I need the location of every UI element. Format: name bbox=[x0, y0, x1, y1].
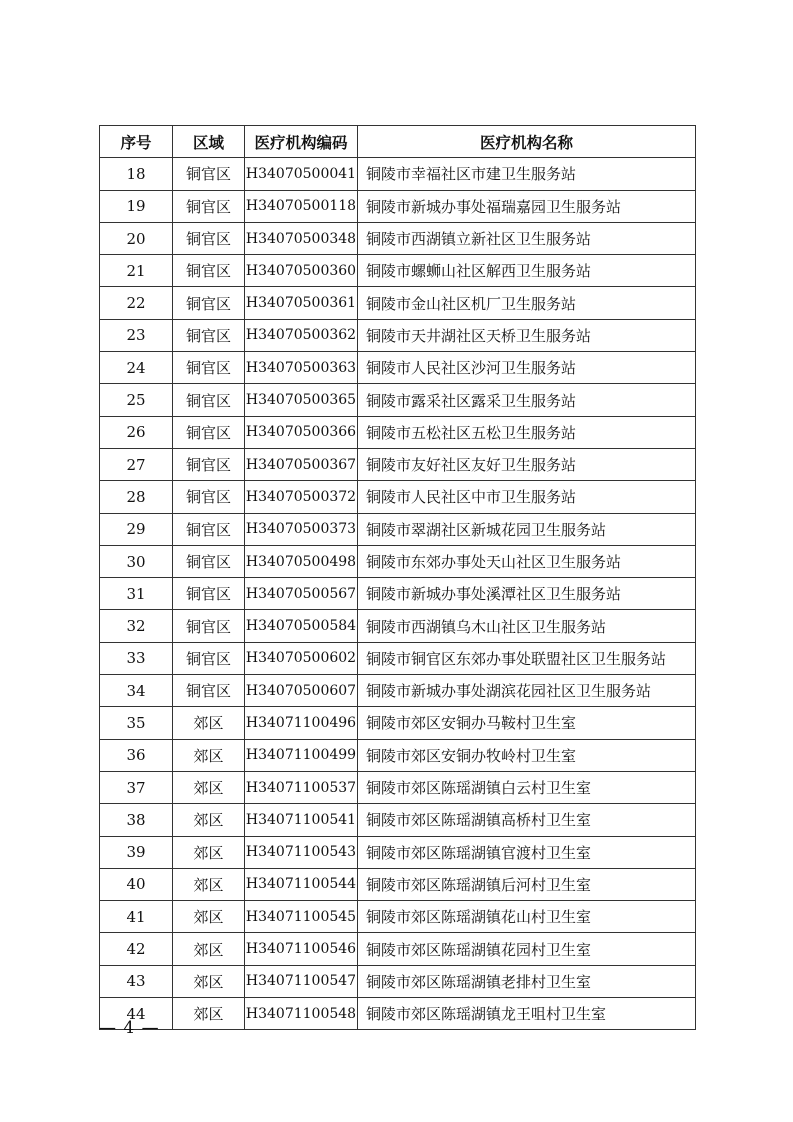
row-region: 郊区 bbox=[173, 804, 245, 836]
row-region: 郊区 bbox=[173, 965, 245, 997]
row-institution-name: 铜陵市郊区陈瑶湖镇后河村卫生室 bbox=[358, 868, 696, 900]
row-institution-code: H34070500361 bbox=[245, 287, 358, 319]
row-serial-number: 29 bbox=[100, 513, 173, 545]
row-serial-number: 28 bbox=[100, 481, 173, 513]
row-region: 铜官区 bbox=[173, 610, 245, 642]
row-serial-number: 23 bbox=[100, 319, 173, 351]
row-institution-code: H34071100537 bbox=[245, 771, 358, 803]
row-institution-name: 铜陵市露采社区露采卫生服务站 bbox=[358, 384, 696, 416]
table-header-row bbox=[100, 126, 696, 158]
table-row bbox=[100, 868, 696, 900]
table-row bbox=[100, 642, 696, 674]
row-institution-code: H34071100499 bbox=[245, 739, 358, 771]
row-institution-code: H34070500118 bbox=[245, 190, 358, 222]
table-row bbox=[100, 448, 696, 480]
row-institution-name: 铜陵市郊区陈瑶湖镇高桥村卫生室 bbox=[358, 804, 696, 836]
row-institution-name: 铜陵市人民社区沙河卫生服务站 bbox=[358, 352, 696, 384]
row-region: 铜官区 bbox=[173, 416, 245, 448]
row-region: 郊区 bbox=[173, 868, 245, 900]
row-region: 铜官区 bbox=[173, 352, 245, 384]
table-row bbox=[100, 578, 696, 610]
row-institution-code: H34070500607 bbox=[245, 675, 358, 707]
row-serial-number: 40 bbox=[100, 868, 173, 900]
row-serial-number: 33 bbox=[100, 642, 173, 674]
header-serial-number: 序号 bbox=[100, 126, 173, 158]
table-row bbox=[100, 158, 696, 190]
header-region: 区域 bbox=[173, 126, 245, 158]
table-row bbox=[100, 416, 696, 448]
row-region: 郊区 bbox=[173, 901, 245, 933]
row-serial-number: 25 bbox=[100, 384, 173, 416]
row-institution-name: 铜陵市东郊办事处天山社区卫生服务站 bbox=[358, 545, 696, 577]
header-institution-name: 医疗机构名称 bbox=[358, 126, 696, 158]
row-institution-name: 铜陵市郊区陈瑶湖镇花园村卫生室 bbox=[358, 933, 696, 965]
table-row bbox=[100, 352, 696, 384]
row-institution-code: H34070500602 bbox=[245, 642, 358, 674]
row-institution-name: 铜陵市新城办事处福瑞嘉园卫生服务站 bbox=[358, 190, 696, 222]
row-region: 郊区 bbox=[173, 836, 245, 868]
row-serial-number: 41 bbox=[100, 901, 173, 933]
row-region: 铜官区 bbox=[173, 384, 245, 416]
row-serial-number: 44 bbox=[100, 998, 173, 1030]
row-institution-name: 铜陵市友好社区友好卫生服务站 bbox=[358, 448, 696, 480]
row-serial-number: 22 bbox=[100, 287, 173, 319]
row-region: 铜官区 bbox=[173, 158, 245, 190]
row-institution-code: H34070500366 bbox=[245, 416, 358, 448]
row-serial-number: 27 bbox=[100, 448, 173, 480]
institution-table-container bbox=[99, 125, 695, 1030]
row-serial-number: 42 bbox=[100, 933, 173, 965]
table-row bbox=[100, 836, 696, 868]
row-region: 铜官区 bbox=[173, 578, 245, 610]
row-institution-name: 铜陵市郊区安铜办马鞍村卫生室 bbox=[358, 707, 696, 739]
row-institution-code: H34070500363 bbox=[245, 352, 358, 384]
row-institution-name: 铜陵市螺蛳山社区解西卫生服务站 bbox=[358, 255, 696, 287]
row-serial-number: 39 bbox=[100, 836, 173, 868]
table-row bbox=[100, 513, 696, 545]
row-region: 铜官区 bbox=[173, 642, 245, 674]
table-row bbox=[100, 739, 696, 771]
row-institution-name: 铜陵市郊区陈瑶湖镇老排村卫生室 bbox=[358, 965, 696, 997]
row-serial-number: 30 bbox=[100, 545, 173, 577]
table-row bbox=[100, 901, 696, 933]
row-institution-code: H34070500362 bbox=[245, 319, 358, 351]
row-institution-code: H34071100548 bbox=[245, 998, 358, 1030]
table-row bbox=[100, 804, 696, 836]
row-region: 郊区 bbox=[173, 771, 245, 803]
row-serial-number: 34 bbox=[100, 675, 173, 707]
row-institution-name: 铜陵市新城办事处溪潭社区卫生服务站 bbox=[358, 578, 696, 610]
row-institution-code: H34071100546 bbox=[245, 933, 358, 965]
row-institution-name: 铜陵市翠湖社区新城花园卫生服务站 bbox=[358, 513, 696, 545]
table-row bbox=[100, 319, 696, 351]
table-row bbox=[100, 965, 696, 997]
row-institution-code: H34070500348 bbox=[245, 222, 358, 254]
row-region: 铜官区 bbox=[173, 255, 245, 287]
row-serial-number: 20 bbox=[100, 222, 173, 254]
row-institution-code: H34070500498 bbox=[245, 545, 358, 577]
row-region: 铜官区 bbox=[173, 190, 245, 222]
row-institution-code: H34070500365 bbox=[245, 384, 358, 416]
table-row bbox=[100, 255, 696, 287]
row-institution-name: 铜陵市幸福社区市建卫生服务站 bbox=[358, 158, 696, 190]
row-institution-name: 铜陵市西湖镇乌木山社区卫生服务站 bbox=[358, 610, 696, 642]
row-institution-code: H34070500584 bbox=[245, 610, 358, 642]
row-serial-number: 32 bbox=[100, 610, 173, 642]
row-institution-name: 铜陵市郊区安铜办牧岭村卫生室 bbox=[358, 739, 696, 771]
row-serial-number: 36 bbox=[100, 739, 173, 771]
row-institution-name: 铜陵市五松社区五松卫生服务站 bbox=[358, 416, 696, 448]
table-row bbox=[100, 287, 696, 319]
row-region: 郊区 bbox=[173, 707, 245, 739]
table-row bbox=[100, 707, 696, 739]
row-institution-name: 铜陵市金山社区机厂卫生服务站 bbox=[358, 287, 696, 319]
row-region: 郊区 bbox=[173, 739, 245, 771]
row-institution-code: H34071100541 bbox=[245, 804, 358, 836]
row-region: 铜官区 bbox=[173, 513, 245, 545]
row-serial-number: 19 bbox=[100, 190, 173, 222]
table-row bbox=[100, 610, 696, 642]
row-serial-number: 43 bbox=[100, 965, 173, 997]
row-serial-number: 35 bbox=[100, 707, 173, 739]
row-institution-code: H34070500367 bbox=[245, 448, 358, 480]
row-institution-code: H34070500567 bbox=[245, 578, 358, 610]
row-institution-name: 铜陵市西湖镇立新社区卫生服务站 bbox=[358, 222, 696, 254]
institution-table bbox=[99, 125, 696, 1030]
row-institution-name: 铜陵市铜官区东郊办事处联盟社区卫生服务站 bbox=[358, 642, 696, 674]
row-serial-number: 24 bbox=[100, 352, 173, 384]
table-row bbox=[100, 190, 696, 222]
row-institution-code: H34071100496 bbox=[245, 707, 358, 739]
row-region: 铜官区 bbox=[173, 481, 245, 513]
row-region: 铜官区 bbox=[173, 222, 245, 254]
row-serial-number: 21 bbox=[100, 255, 173, 287]
row-region: 郊区 bbox=[173, 933, 245, 965]
table-row bbox=[100, 222, 696, 254]
row-institution-code: H34070500372 bbox=[245, 481, 358, 513]
row-serial-number: 37 bbox=[100, 771, 173, 803]
table-row bbox=[100, 545, 696, 577]
header-institution-code: 医疗机构编码 bbox=[245, 126, 358, 158]
table-row bbox=[100, 384, 696, 416]
row-region: 铜官区 bbox=[173, 448, 245, 480]
row-region: 铜官区 bbox=[173, 675, 245, 707]
row-institution-name: 铜陵市天井湖社区天桥卫生服务站 bbox=[358, 319, 696, 351]
row-institution-name: 铜陵市郊区陈瑶湖镇花山村卫生室 bbox=[358, 901, 696, 933]
row-institution-name: 铜陵市郊区陈瑶湖镇白云村卫生室 bbox=[358, 771, 696, 803]
page-number: — 4 — bbox=[99, 1018, 160, 1038]
row-region: 郊区 bbox=[173, 998, 245, 1030]
table-body bbox=[100, 158, 696, 1030]
row-institution-code: H34071100544 bbox=[245, 868, 358, 900]
table-row bbox=[100, 771, 696, 803]
row-institution-name: 铜陵市郊区陈瑶湖镇官渡村卫生室 bbox=[358, 836, 696, 868]
row-serial-number: 18 bbox=[100, 158, 173, 190]
row-institution-name: 铜陵市郊区陈瑶湖镇龙王咀村卫生室 bbox=[358, 998, 696, 1030]
row-region: 铜官区 bbox=[173, 319, 245, 351]
row-institution-code: H34071100545 bbox=[245, 901, 358, 933]
row-institution-code: H34071100547 bbox=[245, 965, 358, 997]
row-region: 铜官区 bbox=[173, 545, 245, 577]
table-row bbox=[100, 933, 696, 965]
row-institution-code: H34070500041 bbox=[245, 158, 358, 190]
row-institution-code: H34070500373 bbox=[245, 513, 358, 545]
row-institution-name: 铜陵市新城办事处湖滨花园社区卫生服务站 bbox=[358, 675, 696, 707]
row-institution-name: 铜陵市人民社区中市卫生服务站 bbox=[358, 481, 696, 513]
row-institution-code: H34071100543 bbox=[245, 836, 358, 868]
row-serial-number: 31 bbox=[100, 578, 173, 610]
row-region: 铜官区 bbox=[173, 287, 245, 319]
row-serial-number: 26 bbox=[100, 416, 173, 448]
row-serial-number: 38 bbox=[100, 804, 173, 836]
table-row bbox=[100, 998, 696, 1030]
table-row bbox=[100, 481, 696, 513]
row-institution-code: H34070500360 bbox=[245, 255, 358, 287]
table-row bbox=[100, 675, 696, 707]
